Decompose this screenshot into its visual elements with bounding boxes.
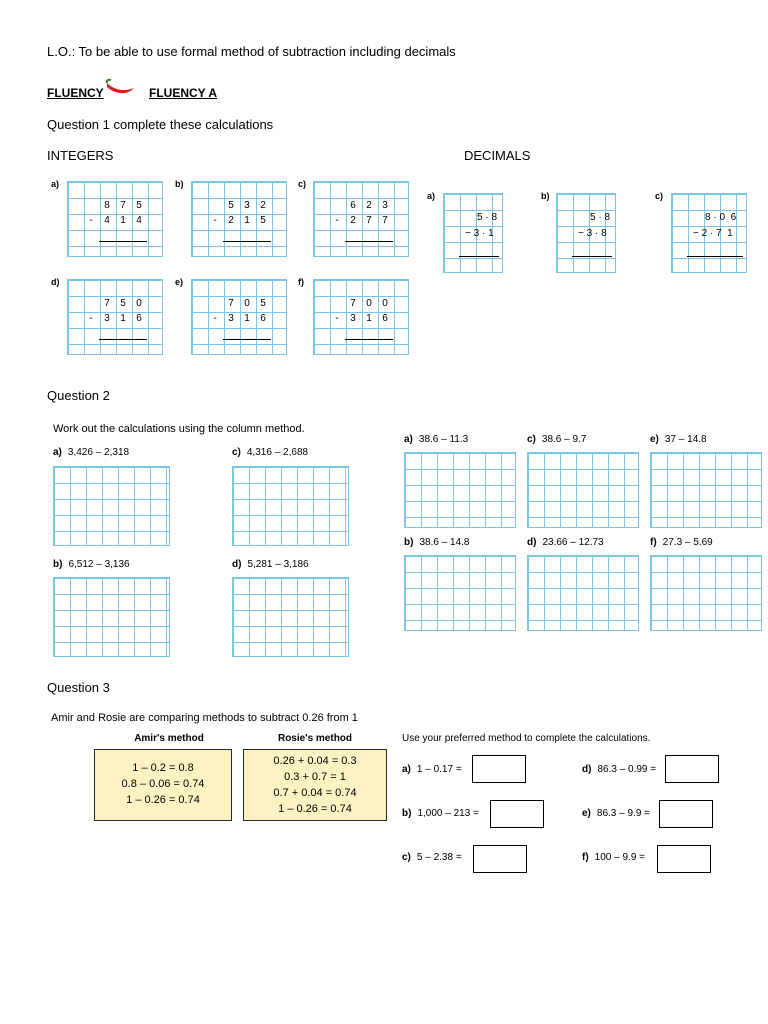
minuend-digits	[345, 298, 393, 309]
decimal-item	[404, 537, 470, 548]
integer-item	[232, 559, 309, 570]
rosie-method-box	[243, 749, 387, 821]
subtrahend-digits	[83, 215, 147, 226]
digit: 8	[104, 200, 110, 211]
calc-a	[402, 764, 462, 775]
digit: 7	[228, 298, 234, 309]
answer-box-d[interactable]	[665, 755, 719, 783]
digit: 2	[228, 215, 234, 226]
subtrahend-digits	[329, 313, 393, 324]
item-label: b)	[404, 537, 414, 548]
question-2-title: Question 2	[47, 388, 110, 403]
minuend-digits	[99, 200, 147, 211]
calc-expression: 1 – 0.17 =	[416, 764, 462, 775]
amir-line: 1 – 0.26 = 0.74	[126, 794, 200, 806]
calc-label: e)	[582, 808, 591, 819]
calc-label: b)	[402, 808, 412, 819]
question-label: e)	[175, 277, 184, 287]
question-3-intro: Amir and Rosie are comparing methods to subtract 0.26 from 1	[51, 712, 358, 724]
minuend-digits	[99, 298, 147, 309]
question-2-instruction: Work out the calculations using the column method.	[53, 423, 305, 435]
digit: 1	[120, 313, 126, 324]
column-grid[interactable]	[232, 577, 349, 657]
calc-c	[402, 852, 462, 863]
digit: 0	[244, 298, 250, 309]
answer-line	[223, 241, 271, 242]
column-grid[interactable]	[53, 577, 170, 657]
minus-sign: -	[335, 313, 339, 324]
digit: 3	[228, 313, 234, 324]
item-expression: 6,512 – 3,136	[68, 559, 130, 570]
question-label: a)	[51, 179, 60, 189]
decimal-item	[650, 537, 713, 548]
calc-f	[582, 852, 645, 863]
calc-label: a)	[402, 764, 411, 775]
minuend-digits	[223, 200, 271, 211]
amir-line: 1 – 0.2 = 0.8	[132, 762, 194, 774]
digit: 0	[136, 298, 142, 309]
calc-label: d)	[582, 764, 592, 775]
answer-line	[345, 339, 393, 340]
rosie-method-title: Rosie's method	[277, 733, 353, 744]
question-label: b)	[541, 191, 550, 201]
calc-expression: 1,000 – 213 =	[417, 808, 479, 819]
digit: 7	[104, 298, 110, 309]
question-label: a)	[427, 191, 436, 201]
answer-box-f[interactable]	[657, 845, 711, 873]
integers-heading: INTEGERS	[47, 148, 114, 163]
digit: 7	[120, 200, 126, 211]
item-label: f)	[650, 537, 657, 548]
answer-line	[345, 241, 393, 242]
digit: 7	[366, 215, 372, 226]
question-3-title: Question 3	[47, 680, 110, 695]
decimals-heading: DECIMALS	[464, 148, 531, 163]
answer-box-e[interactable]	[659, 800, 713, 828]
question-label: d)	[51, 277, 60, 287]
column-grid[interactable]	[404, 452, 516, 528]
integer-item	[53, 447, 129, 458]
digit: 1	[366, 313, 372, 324]
item-label: d)	[232, 559, 242, 570]
learning-objective: L.O.: To be able to use formal method of subtraction including decimals	[47, 44, 456, 59]
calc-d	[582, 764, 656, 775]
minus-sign: -	[213, 313, 217, 324]
digit: 4	[136, 215, 142, 226]
digit: 2	[350, 215, 356, 226]
answer-line	[572, 256, 612, 257]
digit: 5	[228, 200, 234, 211]
digit: 4	[104, 215, 110, 226]
digit: 7	[350, 298, 356, 309]
digit: 6	[350, 200, 356, 211]
digit: 2	[260, 200, 266, 211]
column-grid[interactable]	[527, 555, 639, 631]
integer-item	[232, 447, 308, 458]
subtrahend-digits	[207, 313, 271, 324]
question-label: c)	[655, 191, 664, 201]
answer-box-a[interactable]	[472, 755, 526, 783]
column-grid[interactable]	[53, 466, 170, 546]
digit: 1	[120, 215, 126, 226]
calc-label: c)	[402, 852, 411, 863]
item-label: a)	[404, 434, 413, 445]
answer-line	[459, 256, 499, 257]
digit: 6	[382, 313, 388, 324]
question-3-instruction: Use your preferred method to complete the calculations.	[402, 733, 651, 744]
amir-method-box	[94, 749, 232, 821]
integer-item	[53, 559, 130, 570]
calc-expression: 86.3 – 9.9 =	[596, 808, 651, 819]
question-label: f)	[298, 277, 304, 287]
amir-line: 0.8 – 0.06 = 0.74	[121, 778, 205, 790]
digit: 1	[244, 215, 250, 226]
fluency-a-label: FLUENCY A	[149, 86, 218, 100]
digit: 0	[382, 298, 388, 309]
column-grid[interactable]	[527, 452, 639, 528]
item-label: d)	[527, 537, 537, 548]
calc-label: f)	[582, 852, 589, 863]
minuend: 8 · 0 6	[705, 212, 737, 223]
digit: 6	[260, 313, 266, 324]
decimal-item	[527, 537, 604, 548]
decimal-item	[650, 434, 707, 445]
amir-method-title: Amir's method	[134, 733, 204, 744]
digit: 0	[366, 298, 372, 309]
digit: 5	[120, 298, 126, 309]
calc-expression: 5 – 2.38 =	[416, 852, 462, 863]
column-grid[interactable]	[650, 452, 762, 528]
subtrahend-digits	[83, 313, 147, 324]
question-label: c)	[298, 179, 307, 189]
answer-line	[223, 339, 271, 340]
digit: 5	[260, 215, 266, 226]
calc-expression: 100 – 9.9 =	[594, 852, 645, 863]
fluency-label: FLUENCY	[47, 86, 104, 100]
minus-sign: -	[335, 215, 339, 226]
decimal-item	[527, 434, 586, 445]
subtrahend-digits	[329, 215, 393, 226]
digit: 3	[104, 313, 110, 324]
digit: 3	[350, 313, 356, 324]
subtrahend: − 3 · 8	[578, 228, 607, 239]
minuend: 5 · 8	[590, 212, 611, 223]
digit: 1	[244, 313, 250, 324]
answer-line	[99, 241, 147, 242]
calc-expression: 86.3 – 0.99 =	[597, 764, 657, 775]
digit: 5	[136, 200, 142, 211]
answer-box-c[interactable]	[473, 845, 527, 873]
item-expression: 27.3 – 5.69	[662, 537, 713, 548]
decimal-item	[404, 434, 468, 445]
question-1-title: Question 1 complete these calculations	[47, 117, 274, 132]
item-expression: 38.6 – 14.8	[419, 537, 470, 548]
item-expression: 38.6 – 11.3	[418, 434, 469, 445]
minus-sign: -	[89, 313, 93, 324]
item-expression: 37 – 14.8	[664, 434, 707, 445]
minuend-digits	[223, 298, 271, 309]
item-expression: 38.6 – 9.7	[541, 434, 587, 445]
subtrahend-digits	[207, 215, 271, 226]
item-expression: 5,281 – 3,186	[247, 559, 309, 570]
chilli-pepper-icon	[104, 78, 136, 98]
digit: 6	[136, 313, 142, 324]
digit: 3	[382, 200, 388, 211]
calc-b	[402, 808, 479, 819]
answer-line	[687, 256, 743, 257]
digit: 7	[382, 215, 388, 226]
answer-box-b[interactable]	[490, 800, 544, 828]
rosie-line: 1 – 0.26 = 0.74	[278, 803, 352, 815]
item-label: a)	[53, 447, 62, 458]
item-expression: 23.66 – 12.73	[542, 537, 604, 548]
subtrahend: − 3 · 1	[465, 228, 494, 239]
rosie-line: 0.3 + 0.7 = 1	[284, 771, 346, 783]
minus-sign: -	[89, 215, 93, 226]
subtrahend: − 2 · 7 1	[693, 228, 733, 239]
minuend: 5 · 8	[477, 212, 498, 223]
item-expression: 3,426 – 2,318	[67, 447, 130, 458]
column-grid[interactable]	[404, 555, 516, 631]
rosie-line: 0.26 + 0.04 = 0.3	[273, 755, 357, 767]
item-label: b)	[53, 559, 63, 570]
minus-sign: -	[213, 215, 217, 226]
answer-line	[99, 339, 147, 340]
rosie-line: 0.7 + 0.04 = 0.74	[273, 787, 357, 799]
column-grid[interactable]	[232, 466, 349, 546]
item-label: e)	[650, 434, 659, 445]
question-label: b)	[175, 179, 184, 189]
item-label: c)	[232, 447, 241, 458]
digit: 3	[244, 200, 250, 211]
item-label: c)	[527, 434, 536, 445]
item-expression: 4,316 – 2,688	[246, 447, 309, 458]
digit: 5	[260, 298, 266, 309]
column-grid[interactable]	[650, 555, 762, 631]
digit: 2	[366, 200, 372, 211]
minuend-digits	[345, 200, 393, 211]
calc-e	[582, 808, 650, 819]
